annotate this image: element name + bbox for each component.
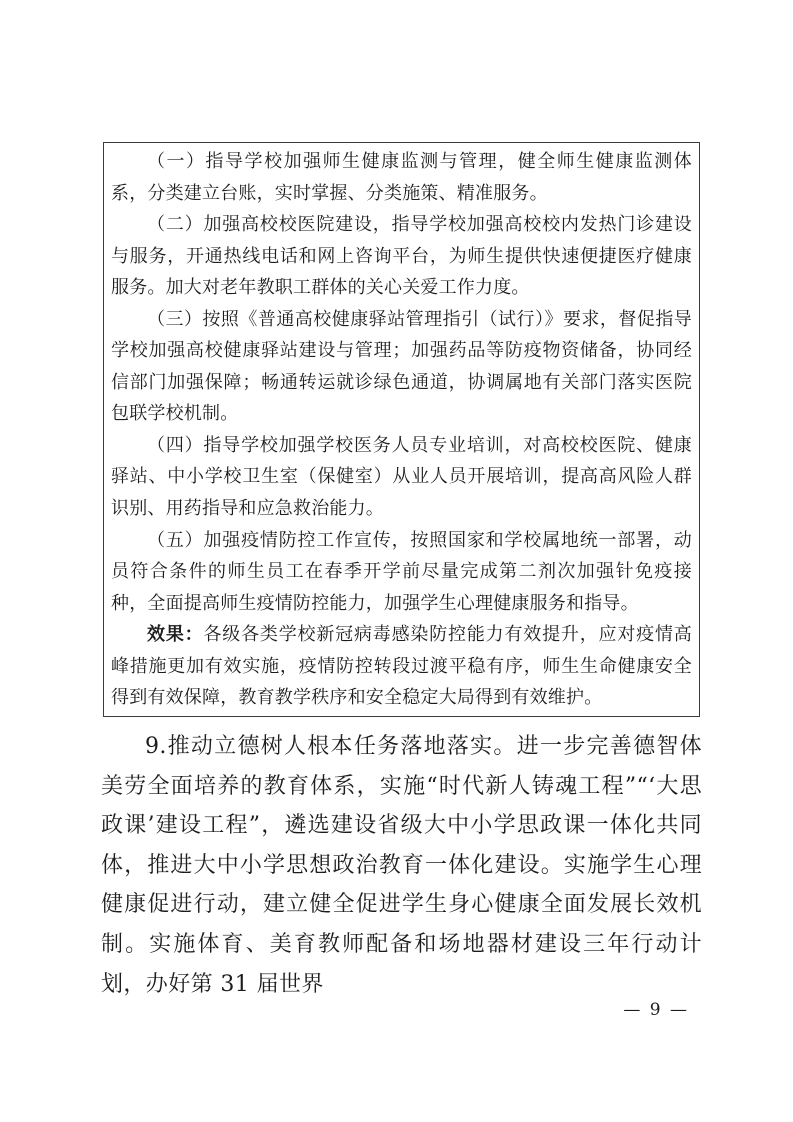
effect-text: 各级各类学校新冠病毒感染防控能力有效提升，应对疫情高峰措施更加有效实施，疫情防控转段过渡平稳有序，师生生命健康安全得到有效保障，教育教学秩序和安全稳定大局得到有效维护。 [111, 624, 692, 709]
measures-box [103, 142, 700, 717]
item-9-paragraph [101, 727, 702, 1004]
item-9-lead: 9.推动立德树人根本任务落地落实。 [145, 734, 517, 759]
item-9-section [101, 727, 702, 1004]
measure-paragraph-4: （四）指导学校加强学校医务人员专业培训，对高校校医院、健康驿站、中小学校卫生室（保健室）从业人员开展培训，提高高风险人群识别、用药指导和应急救治能力。 [111, 434, 692, 520]
effect-label: 效果： [147, 624, 204, 646]
effect-paragraph [111, 619, 692, 714]
measure-paragraph-5: （五）加强疫情防控工作宣传，按照国家和学校属地统一部署，动员符合条件的师生员工在春季开学前尽量完成第二剂次加强针免疫接种，全面提高师生疫情防控能力，加强学生心理健康服务和指导。 [111, 529, 692, 614]
measure-paragraph-2: （二）加强高校校医院建设，指导学校加强高校校内发热门诊建设与服务，开通热线电话和网上咨询平台，为师生提供快速便捷医疗健康服务。加大对老年教职工群体的关心关爱工作力度。 [111, 214, 692, 299]
measure-paragraph-1: （一）指导学校加强师生健康监测与管理，健全师生健康监测体系，分类建立台账，实时掌握、分类施策、精准服务。 [111, 151, 692, 204]
measure-paragraph-3: （三）按照《普通高校健康驿站管理指引（试行）》要求，督促指导学校加强高校健康驿站建设与管理；加强药品等防疫物资储备，协同经信部门加强保障；畅通转运就诊绿色通道，协调属地有关部门落实医院包联学校机制。 [111, 308, 692, 425]
page-number: — 9 — [623, 1000, 689, 1020]
item-9-text: 进一步完善德智体美劳全面培养的教育体系，实施“时代新人铸魂工程”“‘大思政课’建设工程”，遴选建设省级大中小学思政课一体化共同体，推进大中小学思想政治教育一体化建设。实施学生心理健康促进行动，建立健全促进学生身心健康全面发展长效机制。实施体育、美育教师配备和场地器材建设三年行动计划，办好第 31 届世界 [101, 734, 703, 997]
